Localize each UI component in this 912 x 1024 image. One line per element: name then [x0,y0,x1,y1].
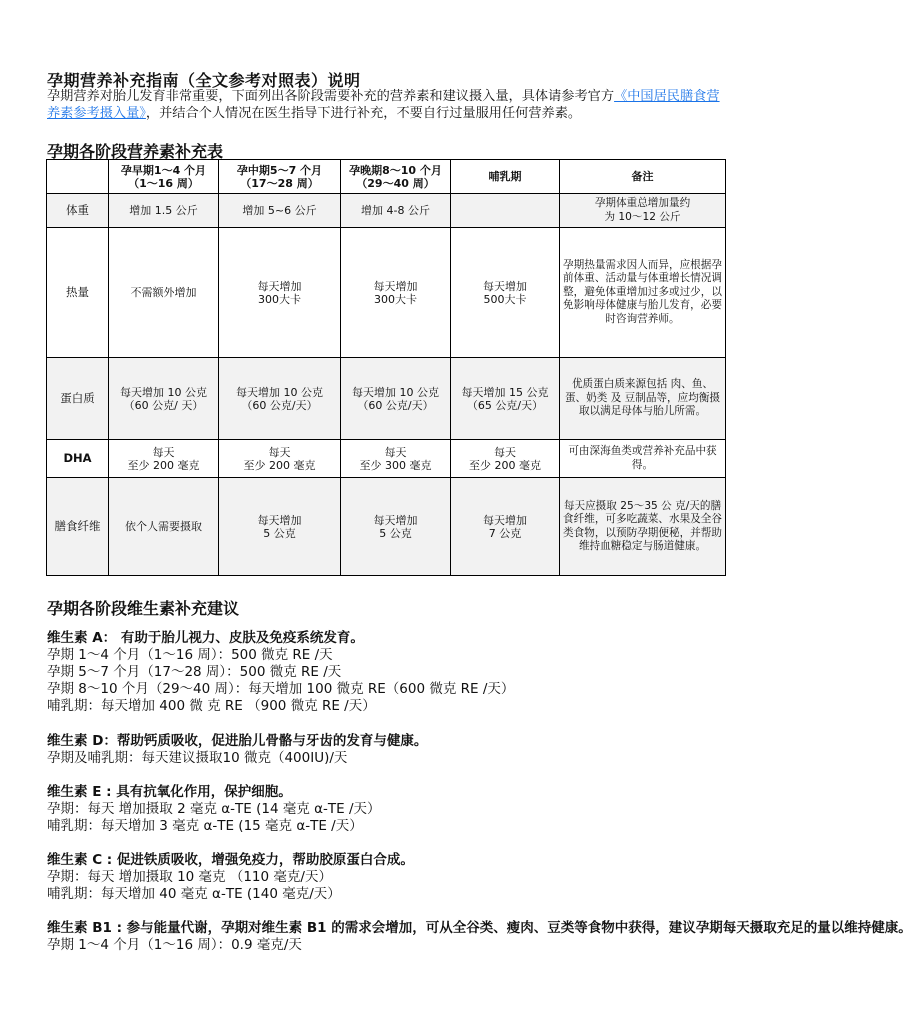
vitamin-section-heading: 孕期各阶段维生素补充建议 [47,599,240,618]
vitamin-line: 哺乳期：每天增加 3 毫克 α-TE (15 毫克 α-TE /天） [47,818,363,834]
table-section-heading: 孕期各阶段营养素补充表 [47,142,224,161]
table-note-cell: 孕期热量需求因人而异，应根据孕前体重、活动量与体重增长情况调整，避免体重增加过多或过少，以免影响母体健康与胎儿发育，必要时咨询营养师。 [560,228,726,358]
table-cell: 每天增加 10 公克 （60 公克/ 天） [109,358,219,440]
vitamin-group [47,733,737,767]
table-cell: 依个人需要摄取 [109,478,219,576]
vitamin-line: 孕期：每天 增加摄取 2 毫克 α-TE (14 毫克 α-TE /天） [47,801,381,817]
table-row [47,358,726,440]
table-cell: 增加 1.5 公斤 [109,194,219,228]
vitamin-group-title: 维生素 E : 具有抗氧化作用，保护细胞。 [47,784,292,800]
table-note-cell: 可由深海鱼类或营养补充品中获得。 [560,440,726,478]
table-cell: 每天增加 300大卡 [341,228,451,358]
table-cell: 每天 至少 300 毫克 [341,440,451,478]
table-cell: 每天增加 7 公克 [451,478,560,576]
intro-paragraph [47,89,727,122]
table-header-cell: 备注 [560,160,726,194]
document-title: 孕期营养补充指南（全文参考对照表）说明 [47,71,361,90]
intro-text: 孕期营养对胎儿发育非常重要，下面列出各阶段需要补充的营养素和建议摄入量，具体请参考官方 [47,89,615,104]
vitamin-group-title: 维生素 C : 促进铁质吸收，增强免疫力，帮助胶原蛋白合成。 [47,852,414,868]
table-note-cell: 优质蛋白质来源包括 肉、鱼、蛋、奶类 及 豆制品等，应均衡摄取以满足母体与胎儿所需。 [560,358,726,440]
table-header-cell: 哺乳期 [451,160,560,194]
row-label: 膳食纤维 [47,478,109,576]
vitamin-line: 哺乳期：每天增加 40 毫克 α-TE (140 毫克/天） [47,886,341,902]
table-cell: 每天增加 500大卡 [451,228,560,358]
table-cell: 每天 至少 200 毫克 [219,440,341,478]
table-cell: 每天增加 10 公克 （60 公克/天） [219,358,341,440]
vitamin-line: 孕期 8～10 个月（29～40 周）：每天增加 100 微克 RE（600 微克 RE /天） [47,681,515,697]
row-label: 蛋白质 [47,358,109,440]
table-cell: 每天增加 300大卡 [219,228,341,358]
vitamin-line: 孕期：每天 增加摄取 10 毫克 （110 毫克/天） [47,869,332,885]
table-cell: 不需额外增加 [109,228,219,358]
row-label: 热量 [47,228,109,358]
vitamin-line: 孕期及哺乳期：每天建议摄取10 微克（400IU)/天 [47,750,348,766]
row-label: 体重 [47,194,109,228]
table-cell: 每天增加 15 公克 （65 公克/天） [451,358,560,440]
vitamin-line: 孕期 5～7 个月（17～28 周）：500 微克 RE /天 [47,664,342,680]
vitamin-line: 孕期 1～4 个月（1～16 周）：500 微克 RE /天 [47,647,333,663]
table-header-cell [47,160,109,194]
table-header-row [47,160,726,194]
vitamin-group-title: 维生素 D：帮助钙质吸收，促进胎儿骨骼与牙齿的发育与健康。 [47,733,428,749]
vitamin-group [47,852,737,903]
table-cell: 每天增加 10 公克 （60 公克/天） [341,358,451,440]
table-note-cell: 每天应摄取 25～35 公 克/天的膳食纤维，可多吃蔬菜、水果及全谷类食物，以预防孕期便秘，并帮助维持血糖稳定与肠道健康。 [560,478,726,576]
table-header-cell: 孕中期5～7 个月 （17～28 周） [219,160,341,194]
table-cell: 每天 至少 200 毫克 [451,440,560,478]
intro-text-end: ，并结合个人情况在医生指导下进行补充，不要自行过量服用任何营养素。 [145,105,582,121]
table-row [47,228,726,358]
table-row [47,194,726,228]
vitamin-group [47,784,737,835]
table-header-cell: 孕早期1～4 个月 （1～16 周） [109,160,219,194]
table-row [47,478,726,576]
vitamin-group [47,920,912,954]
vitamin-group-title: 维生素 B1 : 参与能量代谢，孕期对维生素 B1 的需求会增加，可从全谷类、瘦肉、豆类等食物中获得，建议孕期每天摄取充足的量以维持健康。 [47,920,912,936]
table-cell: 每天增加 5 公克 [341,478,451,576]
nutrition-table [46,159,726,576]
table-note-cell: 孕期体重总增加量约 为 10～12 公斤 [560,194,726,228]
vitamin-line: 哺乳期：每天增加 400 微 克 RE （900 微克 RE /天） [47,698,376,714]
row-label: DHA [47,440,109,478]
table-header-cell: 孕晚期8～10 个月 （29～40 周） [341,160,451,194]
table-cell: 增加 5~6 公斤 [219,194,341,228]
vitamin-group-title: 维生素 A： 有助于胎儿视力、皮肤及免疫系统发育。 [47,630,364,646]
table-row [47,440,726,478]
table-cell [451,194,560,228]
table-cell: 每天 至少 200 毫克 [109,440,219,478]
table-cell: 每天增加 5 公克 [219,478,341,576]
table-cell: 增加 4-8 公斤 [341,194,451,228]
vitamin-line: 孕期 1～4 个月（1～16 周）：0.9 毫克/天 [47,937,302,953]
reference-link[interactable]: 《中国居民膳食营养素参考摄入量》 [47,89,720,121]
vitamin-group [47,630,737,715]
